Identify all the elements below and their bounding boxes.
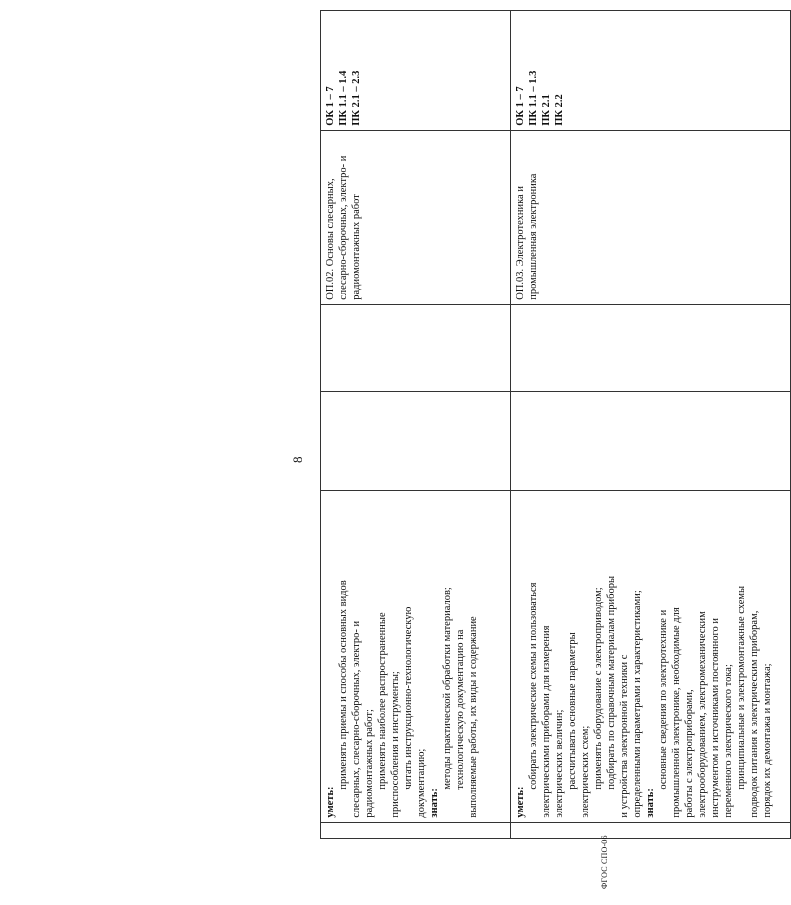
competency-line: работы с электроприборами, — [684, 689, 695, 818]
hours-cell — [321, 304, 511, 391]
curriculum-table — [320, 10, 791, 839]
competency-line: принципиальные и электромонтажные схемы — [736, 585, 747, 790]
competency-line: электрических схем; — [580, 725, 591, 818]
competencies-cell — [321, 491, 511, 823]
competency-line: и устройства электронной техники с — [619, 654, 630, 818]
competency-line: подбирать по справочным материалам приборы — [606, 575, 617, 790]
index-cell — [511, 822, 791, 838]
codes-cell — [511, 11, 791, 131]
competency-line: методы практической обработки материалов; — [442, 587, 453, 790]
competency-line: электрических величин; — [554, 709, 565, 818]
competency-code: ПК 2.1 — [541, 94, 552, 126]
table-row — [321, 11, 511, 839]
competency-line: инструментом и источниками постоянного и — [710, 617, 721, 818]
discipline-cell — [511, 130, 791, 304]
section-label: уметь: — [325, 786, 336, 818]
competency-code: ПК 2.2 — [554, 94, 565, 126]
discipline-name: ОП.03. Электротехника и промышленная электроника — [515, 173, 539, 300]
competency-line: основные сведения по электротехнике и — [658, 609, 669, 790]
competency-code: ПК 1.1 – 1.3 — [528, 70, 539, 126]
competency-line: применять приемы и способы основных видов — [338, 580, 349, 790]
competency-line: переменного электрического тока; — [723, 664, 734, 818]
index-cell — [321, 822, 511, 838]
competency-line: электрическими приборами для измерения — [541, 625, 552, 818]
competency-line: радиомонтажных работ; — [364, 709, 375, 818]
competency-line: применять оборудование с электроприводом; — [593, 587, 604, 790]
competency-line: приспособления и инструменты; — [390, 671, 401, 818]
competency-line: рассчитывать основные параметры — [567, 632, 578, 790]
competency-line: порядок их демонтажа и монтажа; — [762, 663, 773, 818]
competency-code: ПК 1.1 – 1.4 — [338, 70, 349, 126]
competency-line: выполняемые работы, их виды и содержание — [468, 616, 479, 818]
competency-line: слесарных, слесарно-сборочных, электро- и — [351, 620, 362, 818]
page-number: 8 — [290, 456, 305, 463]
competency-line: технологическую документацию на — [455, 629, 466, 790]
competency-line: собирать электрические схемы и пользоваться — [528, 582, 539, 790]
discipline-cell — [321, 130, 511, 304]
footer-label: ФГОС СПО-06 — [600, 835, 609, 889]
competency-line: читать инструкционно-технологическую — [403, 606, 414, 790]
section-label: уметь: — [515, 786, 526, 818]
codes-cell — [321, 11, 511, 131]
competency-line: промышленной электронике, необходимые для — [671, 607, 682, 818]
section-label: знать: — [429, 788, 440, 818]
table-row — [511, 11, 791, 839]
discipline-name: ОП.02. Основы слесарных, слесарно-сборочных, электро- и радиомонтажных работ — [325, 155, 362, 300]
competencies-cell — [511, 491, 791, 823]
section-label: знать: — [645, 788, 656, 818]
hours-cell — [511, 304, 791, 391]
competency-line: документацию; — [416, 748, 427, 818]
competency-code: ОК 1 – 7 — [515, 86, 526, 126]
competency-code: ОК 1 – 7 — [325, 86, 336, 126]
hours-max-cell — [511, 391, 791, 490]
competency-code: ПК 2.1 – 2.3 — [351, 70, 362, 126]
hours-max-cell — [321, 391, 511, 490]
competency-line: подводок питания к электрическим приборам, — [749, 610, 760, 818]
competency-line: применять наиболее распространенные — [377, 612, 388, 790]
competency-line: определенными параметрами и характеристиками; — [632, 590, 643, 818]
competency-line: электрооборудованием, электромеханическим — [697, 611, 708, 818]
